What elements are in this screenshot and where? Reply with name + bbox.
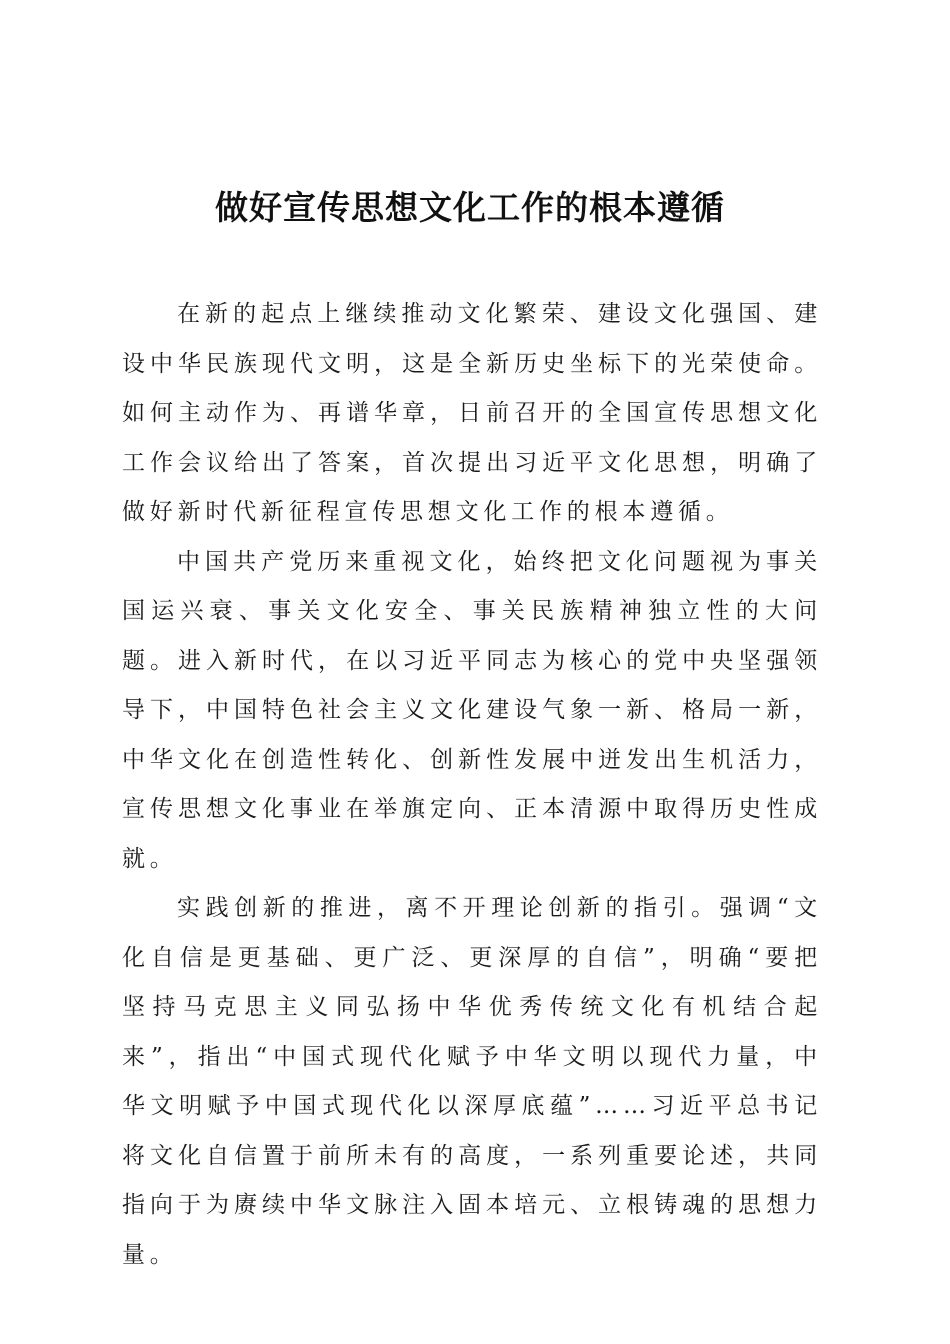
paragraph-1: 在新的起点上继续推动文化繁荣、建设文化强国、建设中华民族现代文明，这是全新历史坐标下的光荣使命。如何主动作为、再谱华章，日前召开的全国宣传思想文化工作会议给出了答案，首次提出习近平文化思想，明确了做好新时代新征程宣传思想文化工作的根本遵循。 bbox=[122, 301, 822, 525]
document-body bbox=[122, 290, 822, 1280]
paragraph-3: 实践创新的推进，离不开理论创新的指引。强调“文化自信是更基础、更广泛、更深厚的自信”，明确“要把坚持马克思主义同弘扬中华优秀传统文化有机结合起来”，指出“中国式现代化赋予中华文明以现代力量，中华文明赋予中国式现代化以深厚底蕴”……习近平总书记将文化自信置于前所未有的高度，一系列重要论述，共同指向于为赓续中华文脉注入固本培元、立根铸魂的思想力量。 bbox=[122, 895, 822, 1268]
document-title: 做好宣传思想文化工作的根本遵循 bbox=[215, 188, 725, 227]
paragraph-2: 中国共产党历来重视文化，始终把文化问题视为事关国运兴衰、事关文化安全、事关民族精神独立性的大问题。进入新时代，在以习近平同志为核心的党中央坚强领导下，中国特色社会主义文化建设气象一新、格局一新，中华文化在创造性转化、创新性发展中迸发出生机活力，宣传思想文化事业在举旗定向、正本清源中取得历史性成就。 bbox=[122, 548, 822, 872]
